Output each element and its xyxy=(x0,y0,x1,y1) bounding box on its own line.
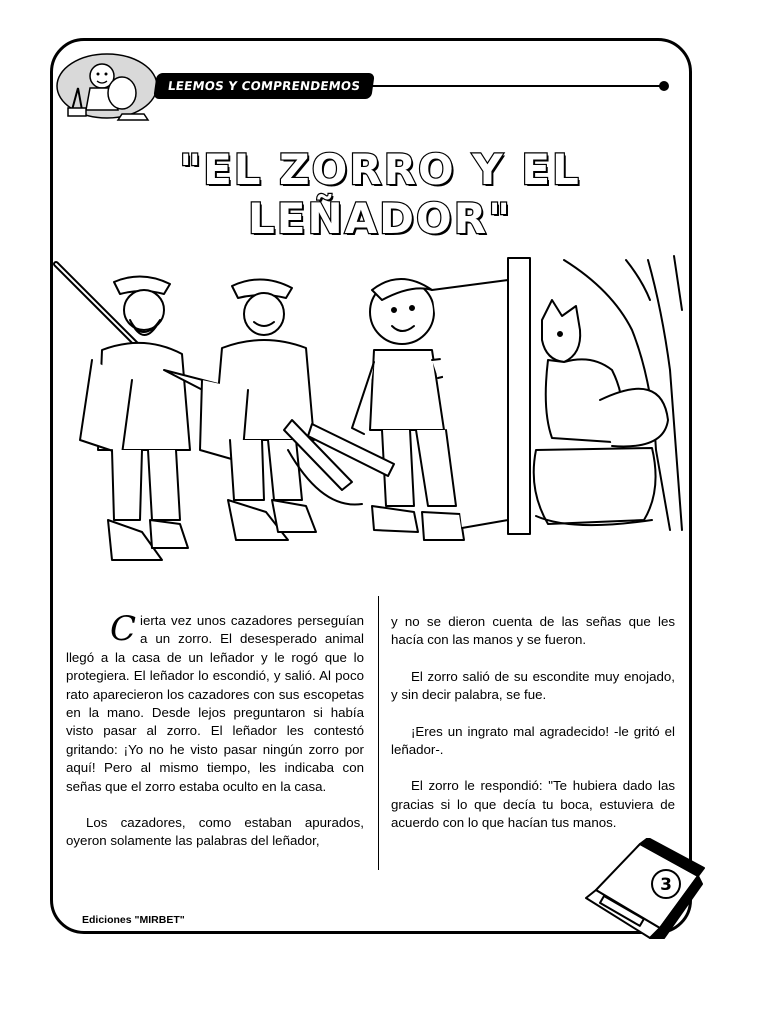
banner-rule xyxy=(372,85,662,87)
book-page-number-icon xyxy=(580,838,710,948)
story-paragraph: El zorro le respondió: "Te hubiera dado las gracias si lo que decía tu boca, estuviera de acuerdo con lo que hacían tus manos. xyxy=(391,778,675,831)
reading-kid-icon xyxy=(52,48,162,128)
hunter-icon xyxy=(200,279,362,540)
story-paragraph-text: ierta vez unos cazadores perseguían a un zorro. El desesperado animal llegó a la casa de un leñador y le rogó que lo protegiera. El leñador lo escondió, y salió. Al poco rato aparecieron los cazadores con sus escopetas en la mano. Desde lejos preguntaron si había visto pasar al zorro. El leñador les contestó gritando: ¡Yo no he visto pasar ningún zorro por aquí! Pero al mismo tiempo, les indicaba con señas que el zorro estaba oculto en la casa. xyxy=(66,613,364,794)
story-title: "EL ZORRO Y EL LEÑADOR" xyxy=(179,145,581,243)
story-paragraph: y no se dieron cuenta de las señas que les hacía con las manos y se fueron. xyxy=(391,614,675,648)
fox-icon xyxy=(534,300,668,525)
story-column-left xyxy=(66,609,364,851)
story-paragraph: El zorro salió de su escondite muy enojado, y sin decir palabra, se fue. xyxy=(391,668,675,703)
story-paragraph xyxy=(66,609,364,796)
drop-cap: C xyxy=(110,609,137,649)
story-paragraph: Los cazadores, como estaban apurados, oyeron solamente las palabras del leñador, xyxy=(66,815,364,849)
page-number: 3 xyxy=(660,875,672,895)
banner-dot xyxy=(659,81,669,91)
story-paragraph: ¡Eres un ingrato mal agradecido! -le gritó el leñador-. xyxy=(391,723,675,758)
section-banner: LEEMOS Y COMPRENDEMOS xyxy=(153,73,375,99)
story-illustration xyxy=(52,250,692,570)
column-divider xyxy=(378,596,379,870)
publisher-credit: Ediciones "MIRBET" xyxy=(82,914,185,926)
story-column-right xyxy=(391,613,675,851)
